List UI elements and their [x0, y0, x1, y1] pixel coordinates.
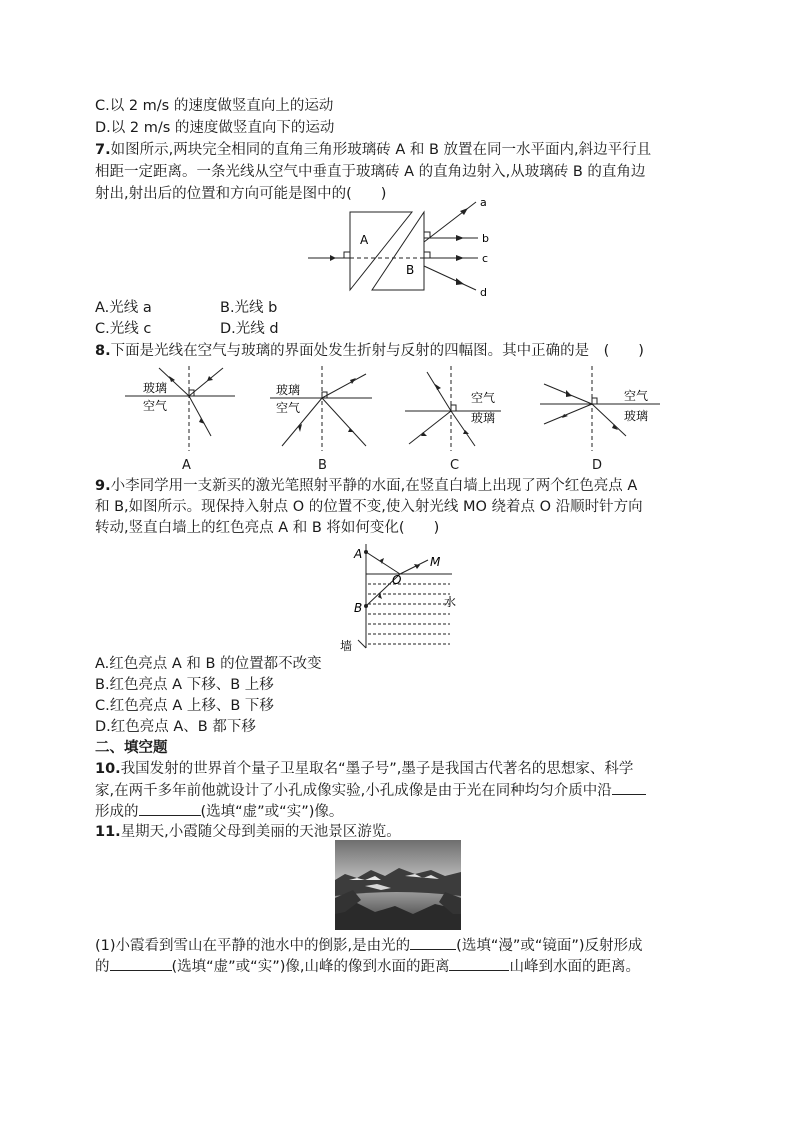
q9-option-b: B.红色亮点 A 下移、B 上移	[95, 677, 274, 693]
q9-water-figure	[332, 538, 472, 654]
glass-block-b	[372, 212, 424, 290]
section-fill-blank-heading: 二、填空题	[95, 740, 168, 756]
q9-line-1	[95, 476, 637, 496]
q7-ray-label-a: a	[480, 200, 487, 209]
q11-sub2-line	[95, 956, 640, 977]
q8-label-d: D	[592, 458, 603, 473]
q7-option-d: D.光线 d	[220, 321, 279, 337]
q6-option-c: C.以 2 m/s 的速度做竖直向上的运动	[95, 98, 334, 114]
q10-line-2	[95, 780, 646, 801]
q11-text-1: 星期天,小霞随父母到美丽的天池景区游览。	[120, 824, 401, 840]
q10-line-3	[95, 801, 343, 822]
q9-number: 9.	[95, 478, 111, 494]
q8-diagram-d	[540, 366, 670, 456]
q8-label-b: B	[318, 458, 327, 473]
q9-label-water: 水	[444, 595, 457, 609]
q7-label-b-block: B	[406, 263, 415, 277]
q7-number: 7.	[95, 142, 111, 158]
q10-text-3a: 形成的	[95, 804, 139, 820]
q8b-label-glass: 玻璃	[276, 383, 301, 397]
q6-option-d: D.以 2 m/s 的速度做竖直向下的运动	[95, 120, 335, 136]
q8-line-1	[95, 341, 644, 361]
q8c-label-air: 空气	[471, 391, 496, 405]
q10-blank-2[interactable]	[139, 801, 201, 816]
q7-line-1	[95, 140, 651, 160]
q8a-label-air: 空气	[143, 399, 168, 413]
q7-line-3: 射出,射出后的位置和方向可能是图中的( )	[95, 186, 387, 202]
q9-option-c: C.红色亮点 A 上移、B 下移	[95, 698, 274, 714]
q8c-label-glass: 玻璃	[471, 411, 496, 425]
q11-blank-1[interactable]	[410, 935, 456, 950]
q8-diagram-b	[262, 366, 392, 456]
q11-sub2-text-a: 的	[95, 959, 110, 975]
q10-line-1	[95, 759, 633, 779]
q9-label-a: A	[354, 547, 363, 561]
q7-label-a-block: A	[360, 233, 369, 247]
q11-blank-2[interactable]	[110, 956, 172, 971]
q9-text-1: 小李同学用一支新买的激光笔照射平静的水面,在竖直白墙上出现了两个红色亮点 A	[110, 478, 638, 494]
q9-label-o: O	[392, 573, 402, 587]
q8b-label-air: 空气	[276, 401, 301, 415]
q8d-label-air: 空气	[624, 389, 649, 403]
q8-diagram-a	[125, 366, 255, 456]
q7-option-b: B.光线 b	[220, 300, 278, 316]
q7-option-c: C.光线 c	[95, 321, 152, 337]
q7-text-1: 如图所示,两块完全相同的直角三角形玻璃砖 A 和 B 放置在同一水平面内,斜边平行且	[110, 142, 652, 158]
q10-number: 10.	[95, 761, 121, 777]
q7-ray-label-c: c	[482, 252, 489, 265]
q9-line-3: 转动,竖直白墙上的红色亮点 A 和 B 将如何变化( )	[95, 520, 440, 536]
q7-ray-label-d: d	[480, 286, 487, 299]
q11-blank-3[interactable]	[449, 956, 509, 971]
q8-label-a: A	[182, 458, 191, 473]
q11-sub1-line	[95, 935, 643, 956]
q11-sub2-text-c: 山峰到水面的距离。	[509, 959, 640, 975]
q10-text-1: 我国发射的世界首个量子卫星取名“墨子号”,墨子是我国古代著名的思想家、科学	[120, 761, 634, 777]
q7-line-2: 相距一定距离。一条光线从空气中垂直于玻璃砖 A 的直角边射入,从玻璃砖 B 的直角边	[95, 164, 646, 180]
glass-block-a	[350, 212, 415, 290]
q9-line-2: 和 B,如图所示。现保持入射点 O 的位置不变,使入射光线 MO 绕着点 O 沿顺时针方向	[95, 499, 643, 515]
q10-blank-1[interactable]	[612, 780, 646, 795]
q7-ray-label-b: b	[482, 232, 489, 245]
tianchi-lake-photo	[335, 840, 461, 930]
q9-option-d: D.红色亮点 A、B 都下移	[95, 719, 256, 735]
q10-text-3b: (选填“虚”或“实”)像。	[200, 804, 344, 820]
q8-text-1: 下面是光线在空气与玻璃的界面处发生折射与反射的四幅图。其中正确的是 ( )	[110, 343, 644, 359]
q8-number: 8.	[95, 343, 111, 359]
q7-option-a: A.光线 a	[95, 300, 152, 316]
q11-sub1-text-a: (1)小霞看到雪山在平静的池水中的倒影,是由光的	[95, 938, 411, 954]
q11-line-1	[95, 822, 401, 842]
q11-sub2-text-b: (选填“虚”或“实”)像,山峰的像到水面的距离	[171, 959, 450, 975]
q8a-label-glass: 玻璃	[143, 381, 168, 395]
q9-option-a: A.红色亮点 A 和 B 的位置都不改变	[95, 656, 322, 672]
q8-label-c: C	[450, 458, 460, 473]
q10-text-2: 家,在两千多年前他就设计了小孔成像实验,小孔成像是由于光在同种均匀介质中沿	[95, 783, 612, 799]
q11-sub1-text-b: (选填“漫”或“镜面”)反射形成	[456, 938, 643, 954]
q7-prism-figure	[300, 200, 510, 305]
q9-label-m: M	[430, 555, 441, 569]
q11-number: 11.	[95, 824, 121, 840]
q8d-label-glass: 玻璃	[624, 409, 649, 423]
q9-label-wall: 墙	[340, 639, 353, 653]
q9-label-b: B	[354, 601, 363, 615]
q8-diagram-c	[405, 366, 515, 456]
